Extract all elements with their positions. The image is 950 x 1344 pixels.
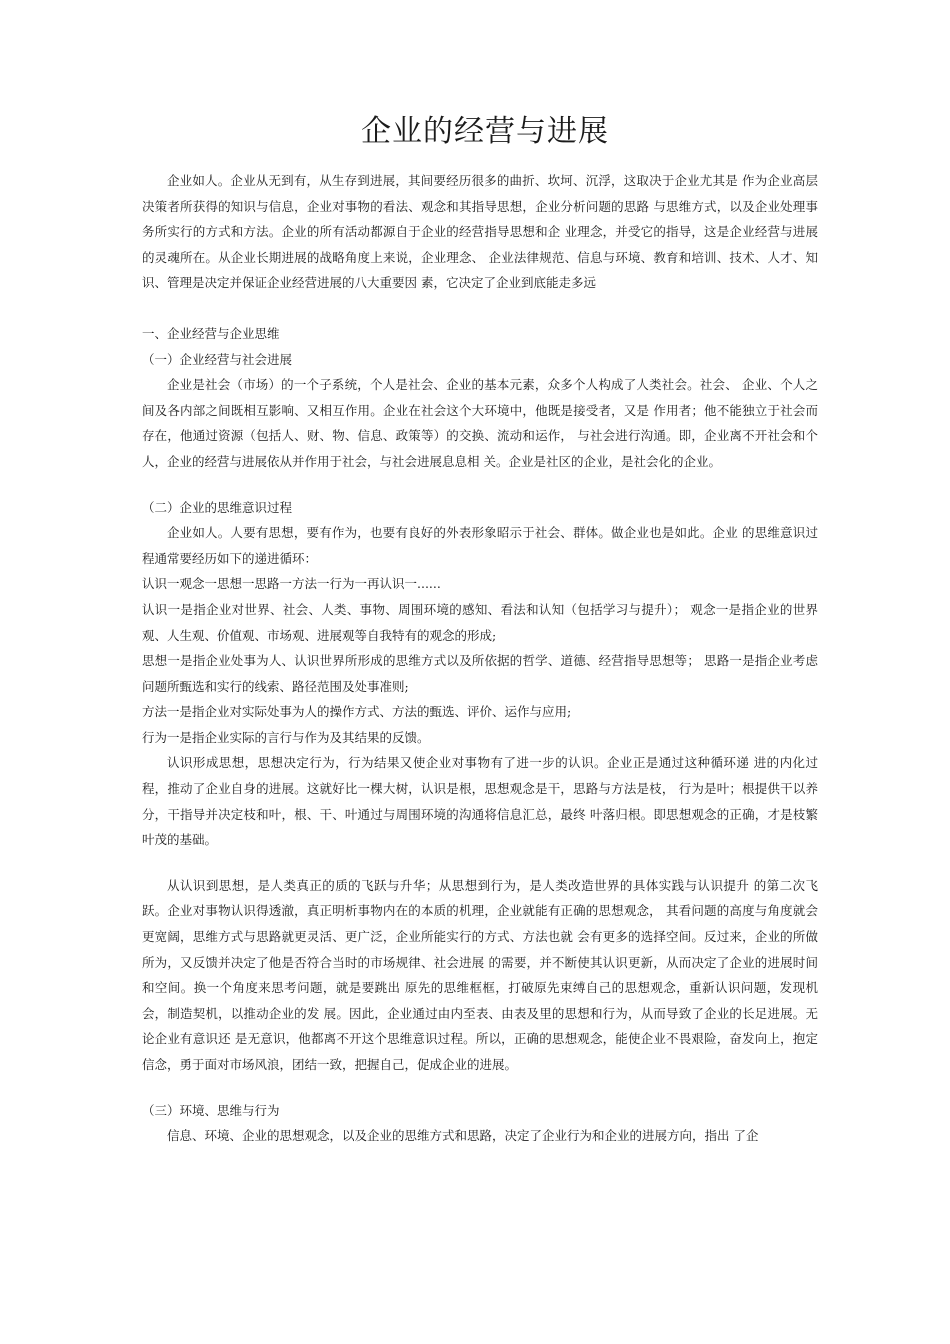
subsection-heading: （三）环境、思维与行为	[142, 1102, 280, 1118]
body-paragraph: 认识形成思想，思想决定行为，行为结果又使企业对事物有了进一步的认识。企业正是通过这种循环递 进的内化过程，推动了企业自身的进展。这就好比一棵大树，认识是根，思想观念是干，思路与方法是枝， 行为是叶；根提供干以养分，干指导并决定枝和叶，根、干、叶通过与周围环境的沟通将信息汇总，最终 叶落归根。即思想观念的正确，才是枝繁叶茂的基础。	[142, 755, 818, 848]
body-paragraph: 从认识到思想，是人类真正的质的飞跃与升华；从思想到行为，是人类改造世界的具体实践与认识提升 的第二次飞跃。企业对事物认识得透澈，真正明析事物内在的本质的机理，企业就能有正确的思想观念， 其看问题的高度与角度就会更宽阔，思维方式与思路就更灵活、更广泛，企业所能实行的方式、方法也就 会有更多的选择空间。反过来，企业的所做所为，又反馈并决定了他是否符合当时的市场规律、社会进展 的需要，并不断使其认识更新，从而决定了企业的进展时间和空间。换一个角度来思考问题，就是要跳出 原先的思维框框，打破原先束缚自己的思想观念，重新认识问题，发现机会，制造契机，以推动企业的发 展。因此，企业通过由内至表、由表及里的思想和行为，从而导致了企业的长足进展。无论企业有意识还 是无意识，他都离不开这个思维意识过程。所以，正确的思想观念，能使企业不畏艰险，奋发向上，抱定 信念，勇于面对市场风浪，团结一致，把握自己，促成企业的进展。	[142, 877, 818, 1072]
cycle-line: 认识一观念一思想一思路一方法一行为一再认识一......	[142, 576, 441, 592]
spacer	[142, 296, 818, 321]
document-title: 企业的经营与进展	[361, 114, 609, 149]
body-paragraph: 信息、环境、企业的思想观念，以及企业的思维方式和思路，决定了企业行为和企业的进展方向，指出 了企	[167, 1128, 759, 1144]
intro-paragraph: 企业如人。企业从无到有，从生存到进展，其间要经历很多的曲折、坎坷、沉浮，这取决于企业尤其是 作为企业高层决策者所获得的知识与信息，企业对事物的看法、观念和其指导思想，企业分析问题的思路 与思维方式，以及企业处理事务所实行的方式和方法。企业的所有活动都源自于企业的经营指导思想和企 业理念，并受它的指导，这是企业经营与进展的灵魂所在。从企业长期进展的战略角度上来说，企业理念、 企业法律规范、信息与环境、教育和培训、技术、人才、知识、管理是决定并保证企业经营进展的八大重要因 素，它决定了企业到底能走多远	[142, 173, 818, 291]
definition-line: 思想一是指企业处事为人、认识世界所形成的思维方式以及所依据的哲学、道德、经营指导思想等； 思路一是指企业考虑问题所甄选和实行的线索、路径范围及处事准则;	[142, 653, 818, 694]
body-paragraph: 企业如人。人要有思想，要有作为，也要有良好的外表形象昭示于社会、群体。做企业也是如此。企业 的思维意识过程通常要经历如下的递进循环：	[142, 525, 818, 566]
body-paragraph: 企业是社会（市场）的一个子系统，个人是社会、企业的基本元素，众多个人构成了人类社会。社会、 企业、个人之间及各内部之间既相互影响、又相互作用。企业在社会这个大环境中，他既是接受者，又是 作用者；他不能独立于社会而存在，他通过资源（包括人、财、物、信息、政策等）的交换、流动和运作， 与社会进行沟通。即，企业离不开社会和个人，企业的经营与进展依从并作用于社会，与社会进展息息相 关。企业是社区的企业，是社会化的企业。	[142, 377, 818, 469]
definition-line: 方法一是指企业对实际处事为人的操作方式、方法的甄选、评价、运作与应用;	[142, 704, 572, 720]
spacer	[142, 1078, 818, 1098]
definition-line: 认识一是指企业对世界、社会、人类、事物、周围环境的感知、看法和认知（包括学习与提升）； 观念一是指企业的世界观、人生观、价值观、市场观、进展观等自我特有的观念的形成;	[142, 601, 818, 643]
spacer	[142, 853, 818, 873]
spacer	[142, 475, 818, 495]
subsection-heading: （二）企业的思维意识过程	[142, 499, 293, 515]
subsection-heading: （一）企业经营与社会进展	[142, 351, 293, 367]
section-heading: 一、企业经营与企业思维	[142, 325, 280, 341]
definition-line: 行为一是指企业实际的言行与作为及其结果的反馈。	[142, 729, 430, 745]
